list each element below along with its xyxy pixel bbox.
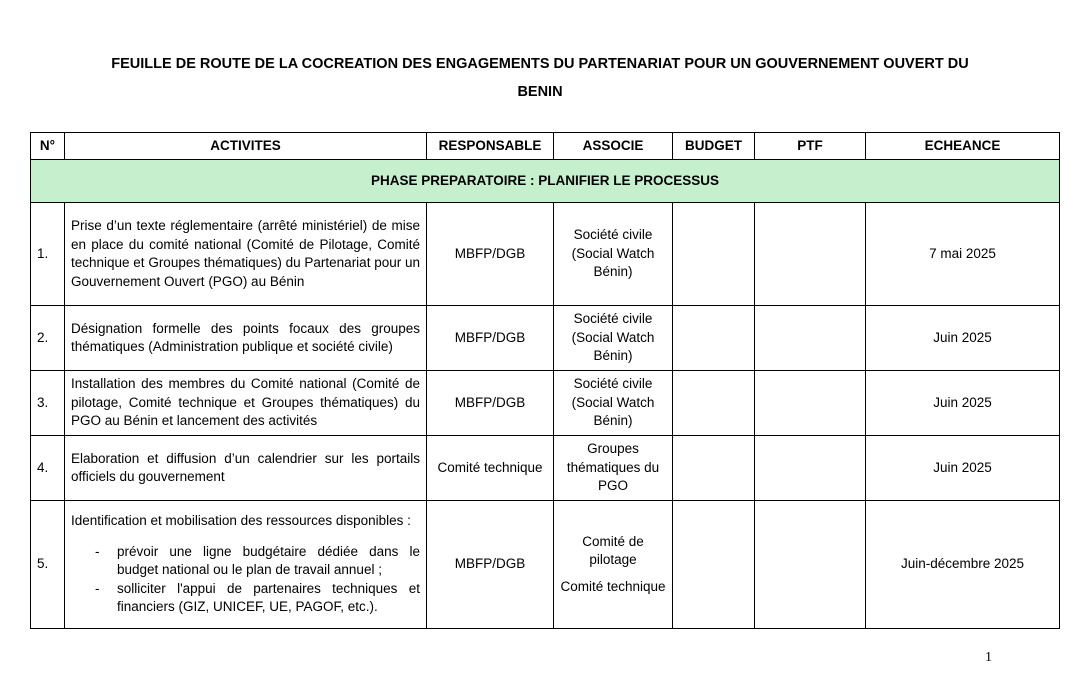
header-budget: BUDGET <box>673 133 755 160</box>
row-budget <box>673 371 755 436</box>
header-responsable: RESPONSABLE <box>427 133 554 160</box>
row-ptf <box>755 501 866 629</box>
header-num: N° <box>31 133 65 160</box>
title-line-2: BENIN <box>517 84 563 100</box>
row-activite: Elaboration et diffusion d’un calendrier sur les portails officiels du gouvernement <box>65 436 427 501</box>
row-num: 2. <box>31 306 65 371</box>
row-ptf <box>755 306 866 371</box>
row-ptf <box>755 436 866 501</box>
table-row <box>31 203 1060 306</box>
table-row <box>31 436 1060 501</box>
bullet-item: - solliciter l'appui de partenaires techniques et financiers (GIZ, UNICEF, UE, PAGOF, etc.). <box>117 580 420 617</box>
row-responsable: MBFP/DGB <box>427 306 554 371</box>
row-associe: Société civile (Social Watch Bénin) <box>554 306 673 371</box>
row-associe-1: Comité de pilotage <box>582 533 644 568</box>
row-echeance: Juin 2025 <box>866 436 1060 501</box>
row-responsable: Comité technique <box>427 436 554 501</box>
row-budget <box>673 203 755 306</box>
header-associe: ASSOCIE <box>554 133 673 160</box>
row-activite: Prise d’un texte réglementaire (arrêté ministériel) de mise en place du comité national (Comité de Pilotage, Comité technique et Groupes thématiques) du Partenariat pour un Gouvernement Ouvert (PGO) au Bénin <box>65 203 427 306</box>
row-activite: Identification et mobilisation des ressources disponibles : <box>71 513 411 529</box>
row-num: 3. <box>31 371 65 436</box>
row-responsable: MBFP/DGB <box>427 501 554 629</box>
row-echeance: Juin 2025 <box>866 306 1060 371</box>
row-num: 4. <box>31 436 65 501</box>
row-echeance: Juin 2025 <box>866 371 1060 436</box>
row-responsable: MBFP/DGB <box>427 371 554 436</box>
row-associe-cell <box>554 501 673 629</box>
row-echeance: 7 mai 2025 <box>866 203 1060 306</box>
row-budget <box>673 501 755 629</box>
row-ptf <box>755 371 866 436</box>
phase-row <box>31 160 1060 203</box>
row-associe: Groupes thématiques du PGO <box>554 436 673 501</box>
row-budget <box>673 306 755 371</box>
header-ptf: PTF <box>755 133 866 160</box>
title-line-1: FEUILLE DE ROUTE DE LA COCREATION DES ENGAGEMENTS DU PARTENARIAT POUR UN GOUVERNEMENT OUVERT DU <box>111 56 969 72</box>
table-row <box>31 371 1060 436</box>
roadmap-table <box>30 132 1060 629</box>
row-echeance: Juin-décembre 2025 <box>866 501 1060 629</box>
row-associe: Société civile (Social Watch Bénin) <box>554 371 673 436</box>
phase-label: PHASE PREPARATOIRE : PLANIFIER LE PROCESSUS <box>31 160 1060 203</box>
page-number: 1 <box>985 650 992 665</box>
row-activite: Désignation formelle des points focaux des groupes thématiques (Administration publique et société civile) <box>65 306 427 371</box>
row-num: 1. <box>31 203 65 306</box>
row-activite-cell <box>65 501 427 629</box>
row-associe-2: Comité technique <box>560 578 666 594</box>
table-row <box>31 501 1060 629</box>
activity-bullet-list <box>71 543 420 617</box>
table-row <box>31 306 1060 371</box>
row-activite: Installation des membres du Comité national (Comité de pilotage, Comité technique et Groupes thématiques) du PGO au Bénin et lancement des activités <box>65 371 427 436</box>
row-num: 5. <box>31 501 65 629</box>
row-budget <box>673 436 755 501</box>
document-title <box>40 50 1040 106</box>
row-responsable: MBFP/DGB <box>427 203 554 306</box>
row-associe: Société civile (Social Watch Bénin) <box>554 203 673 306</box>
row-ptf <box>755 203 866 306</box>
header-activites: ACTIVITES <box>65 133 427 160</box>
header-echeance: ECHEANCE <box>866 133 1060 160</box>
table-header-row <box>31 133 1060 160</box>
bullet-item: - prévoir une ligne budgétaire dédiée dans le budget national ou le plan de travail annuel ; <box>117 543 420 580</box>
